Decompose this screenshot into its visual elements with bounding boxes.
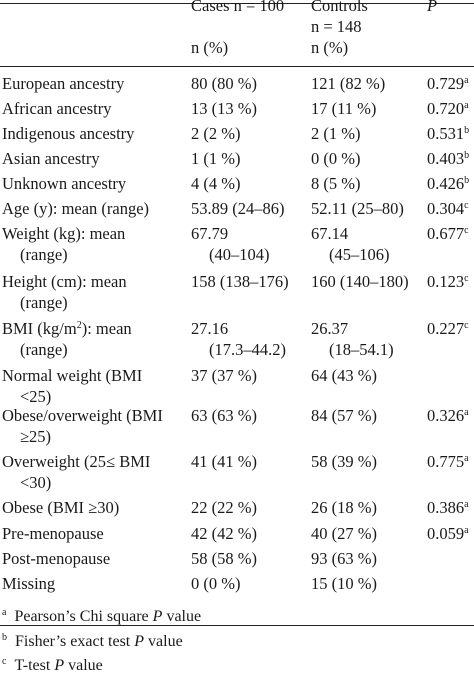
footnote-c: $^c$ T-test P value	[2, 656, 103, 674]
cases-value: 1 (1 %)	[191, 149, 241, 168]
cases-value: 58 (58 %)	[191, 549, 257, 568]
p-value: 0.059$^a$	[427, 524, 469, 543]
cases-value: 42 (42 %)	[191, 524, 257, 543]
cases-value: 22 (22 %)	[191, 498, 257, 517]
p-value: 0.403$^b$	[427, 149, 470, 168]
p-value: 0.326$^a$	[427, 406, 469, 425]
cases-value: 63 (63 %)	[191, 406, 257, 425]
cases-value: 2 (2 %)	[191, 124, 241, 143]
row-label: Age (y): mean (range)	[2, 199, 150, 218]
p-value: 0.426$^b$	[427, 174, 470, 193]
p-value: 0.304$^c$	[427, 199, 469, 218]
cases-value: 41 (41 %)	[191, 452, 257, 471]
row-label: Obese/overweight (BMI ≥25)	[2, 406, 163, 446]
p-value: 0.227$^c$	[427, 319, 469, 338]
row-label: Missing	[2, 574, 56, 593]
controls-value: 58 (39 %)	[311, 452, 377, 471]
controls-value: 2 (1 %)	[311, 124, 361, 143]
row-label: Normal weight (BMI <25)	[2, 366, 143, 406]
header-controls-n: n = 148	[311, 17, 362, 36]
cases-value: 4 (4 %)	[191, 174, 241, 193]
header-controls-unit: n (%)	[311, 38, 349, 57]
row-label: BMI $(kg/m^2)$: mean (range)	[2, 319, 132, 359]
row-label: African ancestry	[2, 99, 112, 118]
p-value: 0.677$^c$	[427, 224, 469, 243]
row-label: Obese (BMI ≥30)	[2, 498, 120, 517]
cases-value: 53.89 (24–86)	[191, 199, 285, 218]
controls-value: 84 (57 %)	[311, 406, 377, 425]
header-cases-unit: n (%)	[191, 38, 229, 57]
footnote-a: $^a$ Pearson’s Chi square P value	[2, 607, 202, 625]
row-label: Weight (kg): mean (range)	[2, 224, 126, 264]
p-value: 0.729$^a$	[427, 74, 469, 93]
p-value: 0.775$^a$	[427, 452, 469, 471]
header-controls: Controls	[311, 0, 368, 15]
row-label: Asian ancestry	[2, 149, 100, 168]
controls-value: 15 (10 %)	[311, 574, 377, 593]
row-label: Unknown ancestry	[2, 174, 127, 193]
controls-value: 17 (11 %)	[311, 99, 377, 118]
row-label: Post-menopause	[2, 549, 111, 568]
cases-value: 27.16 (17.3–44.2)	[191, 319, 286, 359]
p-value: 0.720$^a$	[427, 99, 469, 118]
controls-value: 26.37 (18–54.1)	[311, 319, 394, 359]
row-label: Indigenous ancestry	[2, 124, 135, 143]
controls-value: 26 (18 %)	[311, 498, 377, 517]
header-cases: Cases n = 100	[191, 0, 285, 15]
row-label: Height (cm): mean (range)	[2, 272, 127, 312]
controls-value: 52.11 (25–80)	[311, 199, 404, 218]
header-rule	[0, 66, 474, 67]
controls-value: 40 (27 %)	[311, 524, 377, 543]
controls-value: 67.14 (45–106)	[311, 224, 390, 264]
cases-value: 13 (13 %)	[191, 99, 257, 118]
footnote-b: $^b$ Fisher’s exact test P value	[2, 632, 183, 650]
controls-value: 93 (63 %)	[311, 549, 377, 568]
p-value: 0.386$^a$	[427, 498, 469, 517]
controls-value: 8 (5 %)	[311, 174, 361, 193]
row-label: European ancestry	[2, 74, 125, 93]
cases-value: 80 (80 %)	[191, 74, 257, 93]
p-value: 0.531$^b$	[427, 124, 470, 143]
controls-value: 0 (0 %)	[311, 149, 361, 168]
p-value: 0.123$^c$	[427, 272, 469, 291]
cases-value: 0 (0 %)	[191, 574, 241, 593]
cases-value: 158 (138–176)	[191, 272, 289, 291]
row-label: Pre-menopause	[2, 524, 104, 543]
cases-value: 67.79 (40–104)	[191, 224, 270, 264]
controls-value: 64 (43 %)	[311, 366, 377, 385]
cases-value: 37 (37 %)	[191, 366, 257, 385]
controls-value: 121 (82 %)	[311, 74, 386, 93]
row-label: Overweight (25≤ BMI <30)	[2, 452, 151, 492]
header-p: P	[427, 0, 438, 15]
controls-value: 160 (140–180)	[311, 272, 409, 291]
